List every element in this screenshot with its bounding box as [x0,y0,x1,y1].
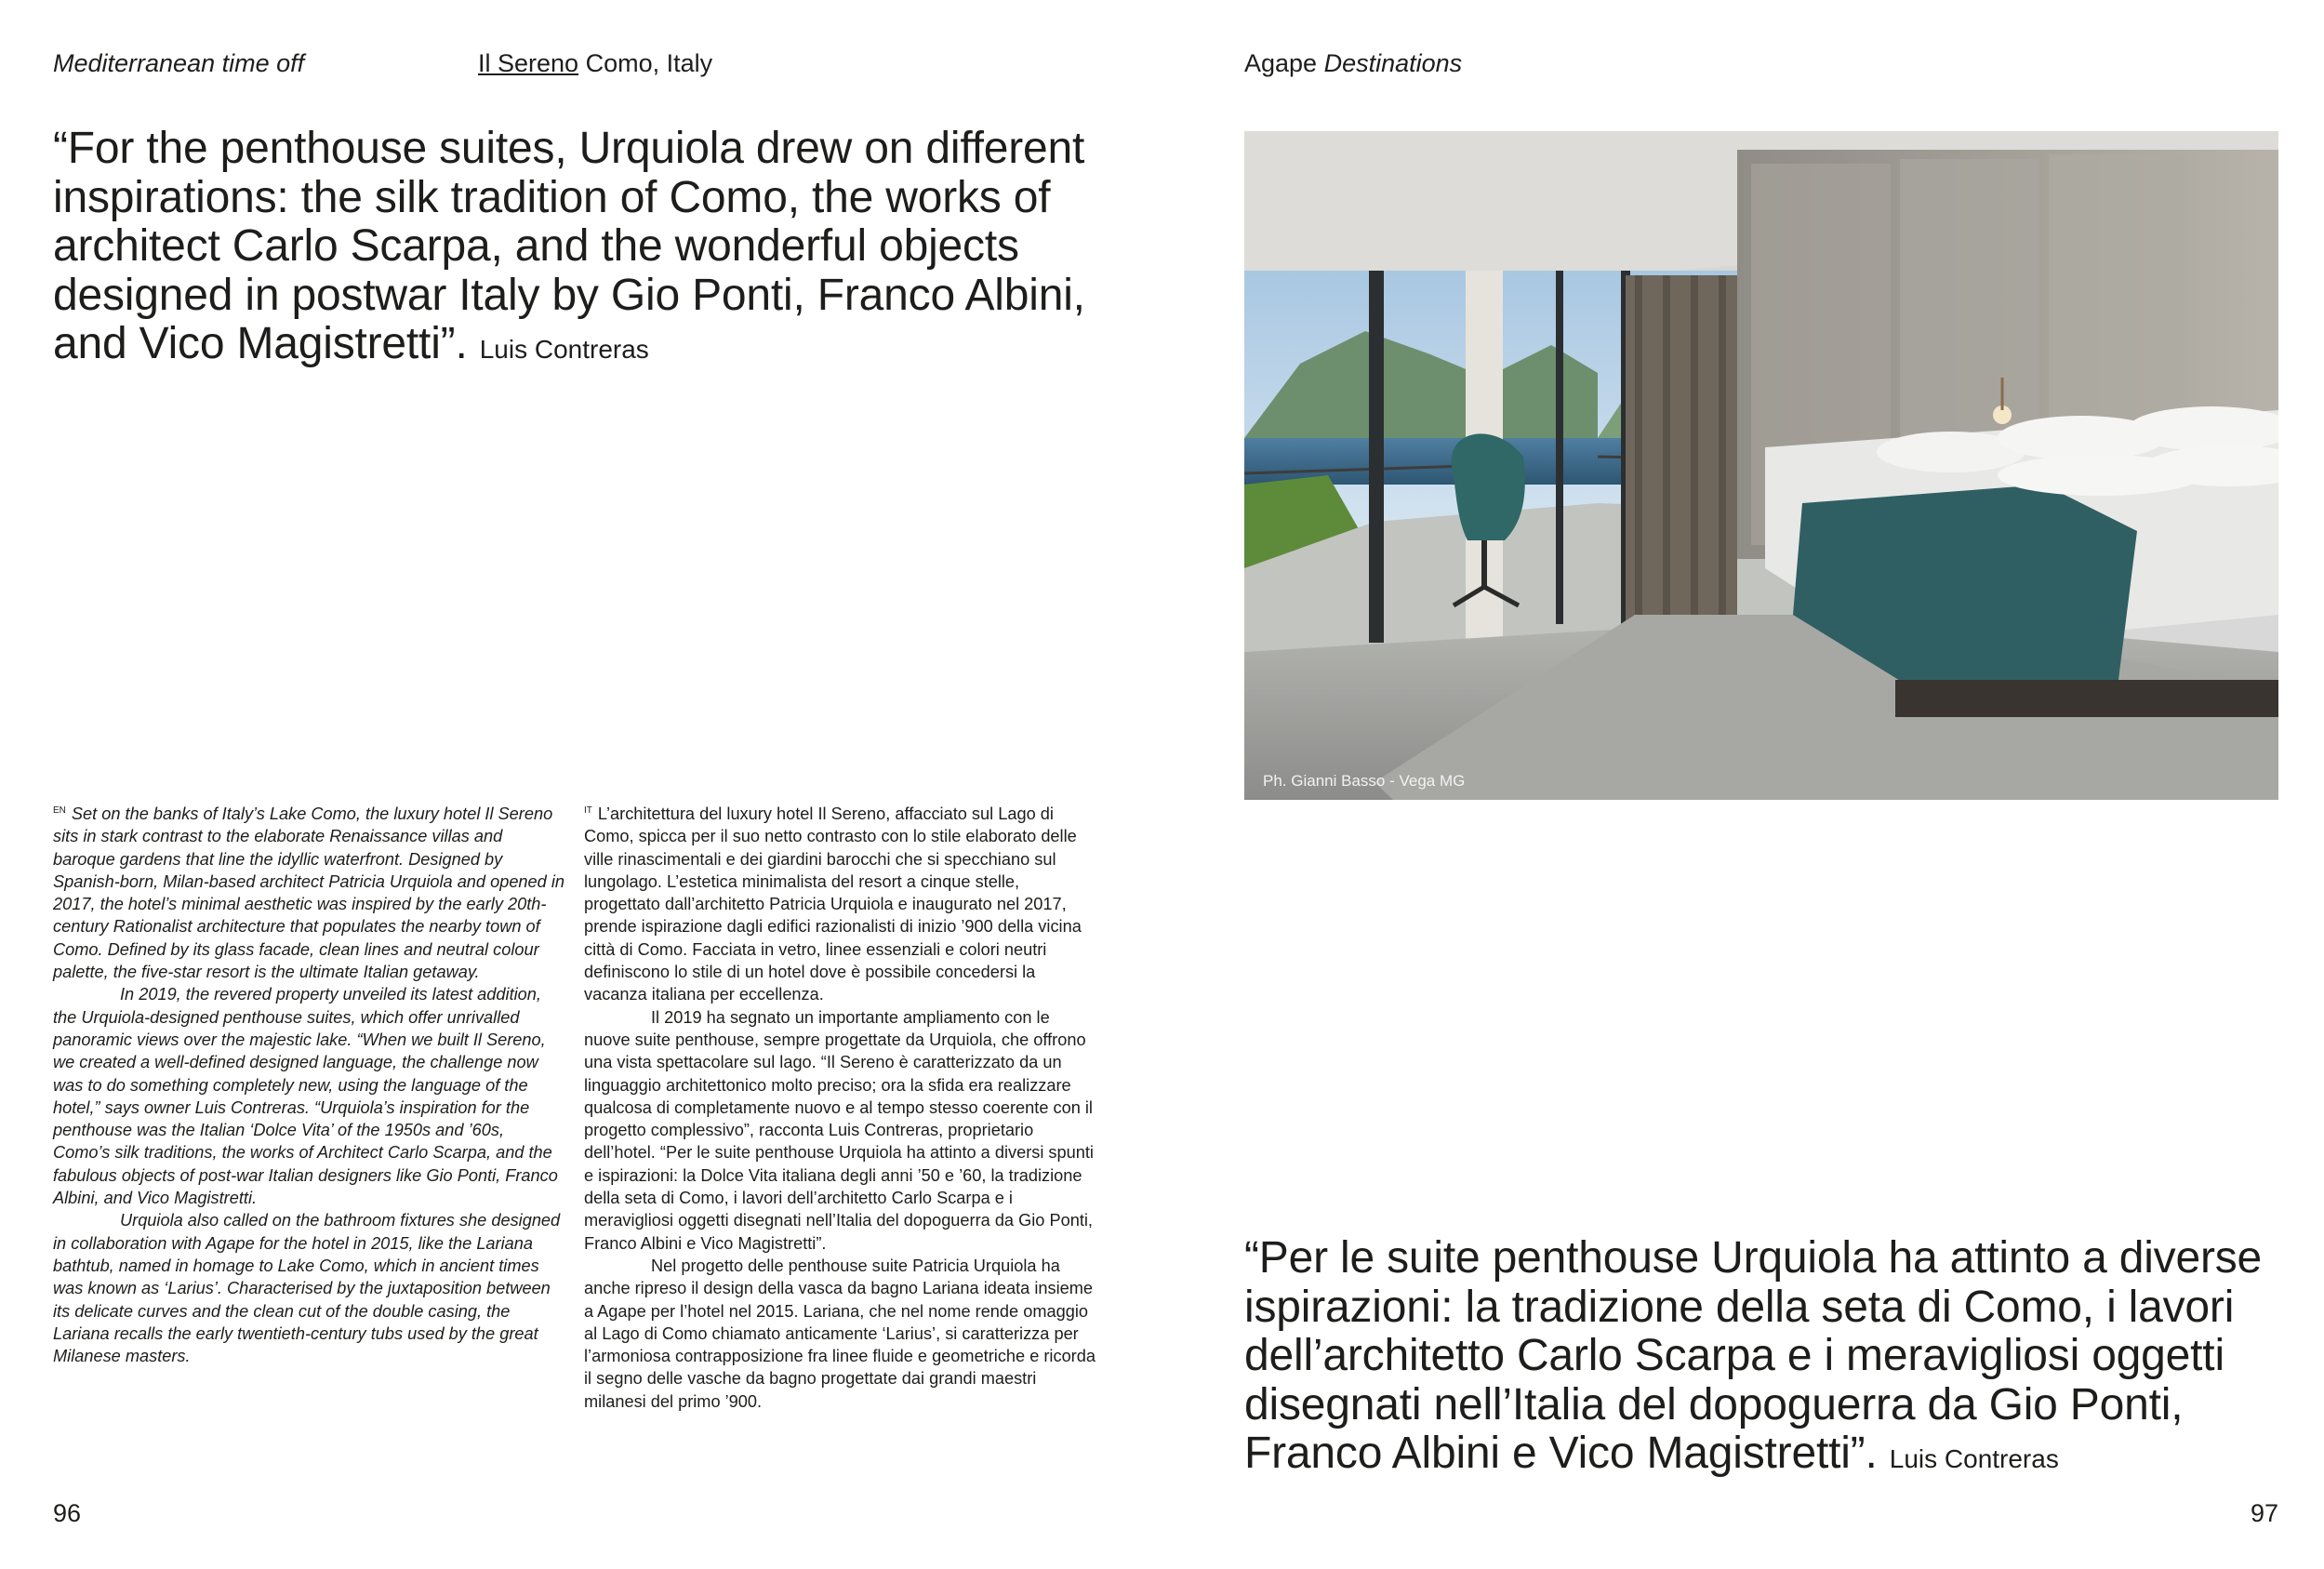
hotel-name: Il Sereno [478,49,579,77]
en-paragraph-2: In 2019, the revered property unveiled its latest addition, the Urquiola-designed penthouse suites, which offer unrivalled panoramic views over the majestic lake. “When we built Il Sereno, we created a well-defined designed language, the challenge now was to do something completely new, using the language of the hotel,” says owner Luis Contreras. “Urquiola’s inspiration for the penthouse was the Italian ‘Dolce Vita’ of the 1950s and ’60s, Como’s silk traditions, the works of Architect Carlo Scarpa, and the fabulous objects of post-war Italian designers like Gio Ponti, Franco Albini, and Vico Magistretti. [53,985,558,1208]
quote-attribution-it: Luis Contreras [1889,1444,2059,1474]
brand-section: Destinations [1323,49,1463,77]
brand-name: Agape [1244,49,1318,77]
quote-text-it: “Per le suite penthouse Urquiola ha attinto a diverse ispirazioni: la tradizione della seta di Como, i lavori dell’architetto Carlo Scarpa e i meravigliosi oggetti disegnati nell’Italia del dopoguerra da Gio Ponti, Franco Albini e Vico Magistretti”. [1244,1233,2263,1479]
en-paragraph-3: Urquiola also called on the bathroom fixtures she designed in collaboration with Agape for the hotel in 2015, like the Lariana bathtub, named in homage to Lake Como, which in ancient times was known as ‘Larius’. Characterised by the juxtaposition between its delicate curves and the clean cut of the double casing, the Lariana recalls the early twentieth-century tubs used by the great Milanese masters. [53,1211,561,1366]
language-tag-it: IT [584,805,592,816]
brand-header [1244,47,1462,80]
pull-quote-it [1244,1234,2304,1484]
it-paragraph-2: Il 2019 ha segnato un importante ampliamento con le nuove suite penthouse, sempre progettate da Urquiola, che offrono una vista spettacolare sul lago. “Il Sereno è caratterizzato da un linguaggio architettonico molto preciso; ora la sfida era realizzare qualcosa di completamente nuovo e al tempo stesso coerente con il progetto complessivo”, racconta Luis Contreras, proprietario dell’hotel. “Per le suite penthouse Urquiola ha attinto a diversi spunti e ispirazioni: la Dolce Vita italiana degli anni ’50 e ’60, la tradizione della seta di Como, i lavori dell’architetto Carlo Scarpa e i meravigliosi oggetti disegnati nell’Italia del dopoguerra da Gio Ponti, Franco Albini e Vico Magistretti”. [584,1007,1094,1253]
it-paragraph-3: Nel progetto delle penthouse suite Patricia Urquiola ha anche ripreso il design della vasca da bagno Lariana ideata insieme a Agape per l’hotel nel 2015. Lariana, che nel nome rende omaggio al Lago di Como chiamato anticamente ‘Larius’, si caratterizza per l’armoniosa contrapposizione fra linee fluide e geometriche e ricorda il segno delle vasche da bagno progettate dai grandi maestri milanesi del primo ’900. [584,1256,1096,1411]
photo-credit: Ph. Gianni Basso - Vega MG [1263,772,1466,790]
it-paragraph-1: L’architettura del luxury hotel Il Sereno, affacciato sul Lago di Como, spicca per il suo netto contrasto con lo stile elaborato delle ville rinascimentali e dei giardini barocchi che si specchiano sul lungolago. L’estetica minimalista del resort a cinque stelle, progettato dall’architetto Patricia Urquiola e inaugurato nel 2017, prende ispirazione dagli edifici razionalisti di inizio ’900 della vicina città di Como. Facciata in vetro, linee essenziali e colori neutri definiscono lo stile di un hotel dove è possibile concedersi la vacanza italiana per eccellenza. [584,804,1082,1004]
page-number-right: 97 [2251,1499,2279,1527]
bedroom-lake-view-photo [1244,131,2278,800]
quote-text: “For the penthouse suites, Urquiola drew on different inspirations: the silk tradition of Como, the works of architect Carlo Scarpa, and the wonderful objects designed in postwar Italy by Gio Ponti, Franco Albini, and Vico Magistretti”. [53,124,1085,369]
en-paragraph-1: Set on the banks of Italy’s Lake Como, the luxury hotel Il Sereno sits in stark contrast to the elaborate Renaissance villas and baroque gardens that line the idyllic waterfront. Designed by Spanish-born, Milan-based architect Patricia Urquiola and opened in 2017, the hotel’s minimal aesthetic was inspired by the early 20th-century Rationalist architecture that populates the nearby town of Como. Defined by its glass facade, clean lines and neutral colour palette, the five-star resort is the ultimate Italian getaway. [53,804,564,982]
body-column-en [53,800,564,1367]
pull-quote-en [53,125,1169,375]
body-column-it [584,800,1098,1413]
language-tag-en: EN [53,805,66,816]
hotel-location: Como, Italy [578,49,713,77]
section-title: Mediterranean time off [53,49,305,77]
quote-attribution: Luis Contreras [479,335,649,365]
page-number-left: 96 [53,1499,82,1527]
hotel-header [478,47,712,80]
